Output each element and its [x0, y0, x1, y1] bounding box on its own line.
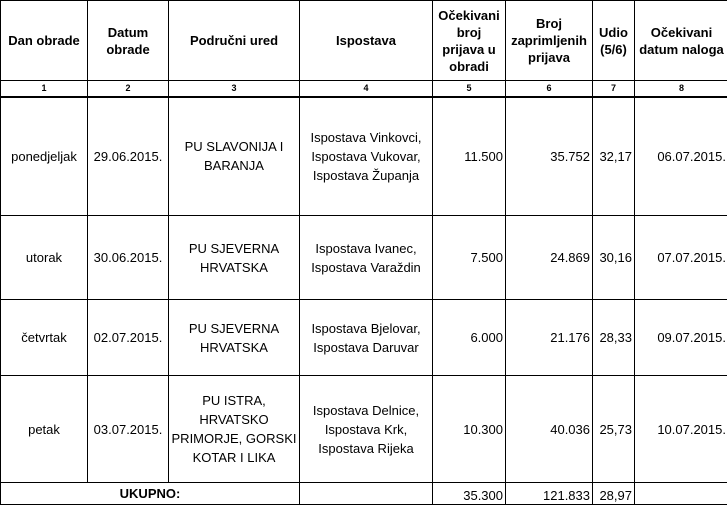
cell-udio: 32,17	[593, 97, 635, 216]
cell-dan: utorak	[1, 216, 88, 300]
cell-datum-naloga: 10.07.2015.	[635, 376, 727, 483]
total-label: UKUPNO:	[1, 483, 300, 505]
total-zaprimljeno: 121.833	[506, 483, 593, 505]
header-row	[1, 1, 727, 81]
header-ispostava: Ispostava	[300, 1, 433, 81]
ispostava-line: Ispostava Varaždin	[302, 258, 430, 277]
cell-ispostava	[300, 216, 433, 300]
cell-ocekivani: 6.000	[433, 300, 506, 376]
table-row	[1, 97, 727, 216]
header-broj-zaprimljenih: Broj zaprimljenih prijava	[506, 1, 593, 81]
cell-datum-naloga: 07.07.2015.	[635, 216, 727, 300]
table-row	[1, 376, 727, 483]
column-number-row	[1, 81, 727, 97]
cell-ispostava	[300, 97, 433, 216]
cell-udio: 25,73	[593, 376, 635, 483]
column-number: 5	[433, 81, 506, 97]
column-number: 2	[88, 81, 169, 97]
ispostava-line: Ispostava Delnice,	[302, 401, 430, 420]
cell-zaprimljeno: 21.176	[506, 300, 593, 376]
ispostava-line: Ispostava Rijeka	[302, 439, 430, 458]
table-row	[1, 216, 727, 300]
cell-datum-naloga: 09.07.2015.	[635, 300, 727, 376]
column-number: 1	[1, 81, 88, 97]
cell-ispostava	[300, 376, 433, 483]
cell-dan: četvrtak	[1, 300, 88, 376]
table-row	[1, 300, 727, 376]
cell-datum-naloga: 06.07.2015.	[635, 97, 727, 216]
header-ocekivani-datum: Očekivani datum naloga	[635, 1, 727, 81]
cell-ured: PU SJEVERNA HRVATSKA	[169, 216, 300, 300]
header-podrucni-ured: Područni ured	[169, 1, 300, 81]
cell-dan: petak	[1, 376, 88, 483]
header-datum-obrade: Datum obrade	[88, 1, 169, 81]
cell-ured: PU SLAVONIJA I BARANJA	[169, 97, 300, 216]
cell-zaprimljeno: 24.869	[506, 216, 593, 300]
cell-datum: 02.07.2015.	[88, 300, 169, 376]
cell-ocekivani: 7.500	[433, 216, 506, 300]
ispostava-line: Ispostava Županja	[302, 166, 430, 185]
cell-ocekivani: 11.500	[433, 97, 506, 216]
total-empty-cell	[300, 483, 433, 505]
header-udio: Udio (5/6)	[593, 1, 635, 81]
ispostava-line: Ispostava Ivanec,	[302, 239, 430, 258]
cell-udio: 30,16	[593, 216, 635, 300]
column-number: 6	[506, 81, 593, 97]
cell-ured: PU ISTRA, HRVATSKO PRIMORJE, GORSKI KOTAR I LIKA	[169, 376, 300, 483]
column-number: 4	[300, 81, 433, 97]
ispostava-line: Ispostava Vukovar,	[302, 147, 430, 166]
cell-ocekivani: 10.300	[433, 376, 506, 483]
total-empty-cell	[635, 483, 727, 505]
cell-datum: 29.06.2015.	[88, 97, 169, 216]
cell-udio: 28,33	[593, 300, 635, 376]
cell-datum: 03.07.2015.	[88, 376, 169, 483]
ispostava-line: Ispostava Bjelovar,	[302, 319, 430, 338]
total-udio: 28,97	[593, 483, 635, 505]
cell-ured: PU SJEVERNA HRVATSKA	[169, 300, 300, 376]
cell-zaprimljeno: 40.036	[506, 376, 593, 483]
header-ocekivani-broj: Očekivani broj prijava u obradi	[433, 1, 506, 81]
cell-datum: 30.06.2015.	[88, 216, 169, 300]
cell-ispostava	[300, 300, 433, 376]
total-row	[1, 483, 727, 505]
cell-zaprimljeno: 35.752	[506, 97, 593, 216]
column-number: 7	[593, 81, 635, 97]
column-number: 3	[169, 81, 300, 97]
ispostava-line: Ispostava Vinkovci,	[302, 128, 430, 147]
total-ocekivani: 35.300	[433, 483, 506, 505]
cell-dan: ponedjeljak	[1, 97, 88, 216]
header-dan-obrade: Dan obrade	[1, 1, 88, 81]
ispostava-line: Ispostava Daruvar	[302, 338, 430, 357]
column-number: 8	[635, 81, 727, 97]
ispostava-line: Ispostava Krk,	[302, 420, 430, 439]
